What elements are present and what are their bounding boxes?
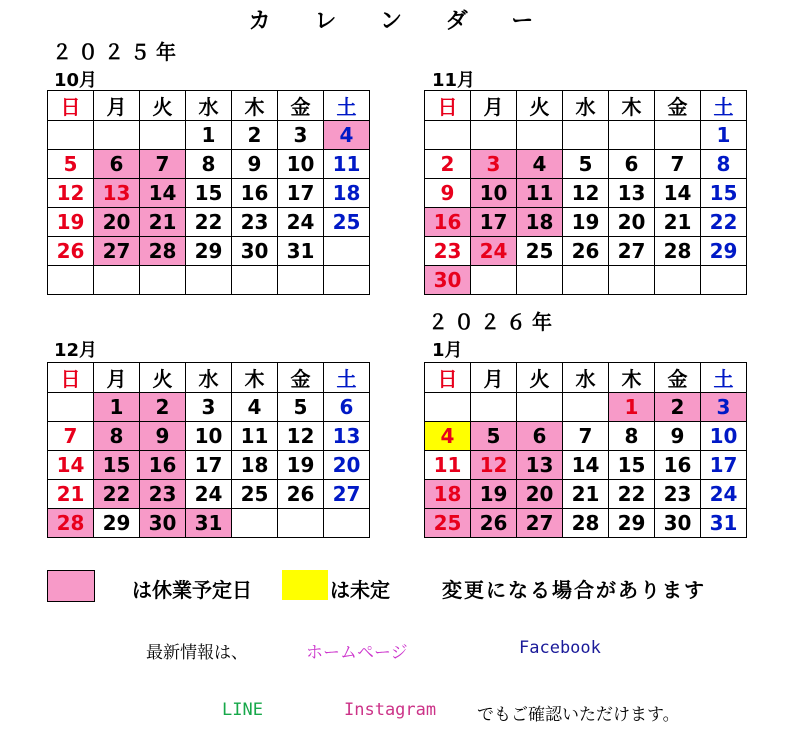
day-cell: 3 — [278, 121, 324, 150]
day-cell: 14 — [140, 179, 186, 208]
facebook-link[interactable]: Facebook — [519, 638, 601, 658]
day-cell: 30 — [232, 237, 278, 266]
day-cell: 26 — [471, 509, 517, 538]
day-cell: 23 — [140, 480, 186, 509]
day-cell: 15 — [609, 451, 655, 480]
week-row — [48, 179, 370, 208]
day-cell: 5 — [278, 393, 324, 422]
day-cell: 8 — [609, 422, 655, 451]
day-cell: 22 — [609, 480, 655, 509]
day-cell: 8 — [701, 150, 747, 179]
day-cell: 7 — [140, 150, 186, 179]
day-cell: 27 — [517, 509, 563, 538]
day-cell: 14 — [655, 179, 701, 208]
day-cell: 28 — [563, 509, 609, 538]
day-cell: 6 — [94, 150, 140, 179]
day-cell: 26 — [278, 480, 324, 509]
day-cell: 25 — [324, 208, 370, 237]
empty-day-cell — [278, 266, 324, 295]
day-cell: 31 — [278, 237, 324, 266]
empty-day-cell — [140, 266, 186, 295]
day-cell: 14 — [563, 451, 609, 480]
year-label-2025: ２０２５年 — [52, 40, 182, 64]
weekday-header: 月 — [471, 363, 517, 393]
calendar-november — [424, 90, 747, 295]
weekday-header: 土 — [324, 363, 370, 393]
day-cell: 1 — [94, 393, 140, 422]
weekday-header: 水 — [563, 91, 609, 121]
day-cell: 24 — [186, 480, 232, 509]
day-cell: 30 — [425, 266, 471, 295]
day-cell: 13 — [517, 451, 563, 480]
empty-day-cell — [517, 393, 563, 422]
day-cell: 18 — [324, 179, 370, 208]
week-row — [425, 509, 747, 538]
month-label-dec: 12月 — [54, 340, 98, 361]
day-cell: 1 — [609, 393, 655, 422]
day-cell: 22 — [94, 480, 140, 509]
day-cell: 6 — [324, 393, 370, 422]
week-row — [425, 121, 747, 150]
day-cell: 12 — [471, 451, 517, 480]
homepage-link[interactable]: ホームページ — [306, 643, 408, 663]
day-cell: 16 — [655, 451, 701, 480]
page-title: カ レ ン ダ ー — [248, 9, 552, 34]
day-cell: 7 — [48, 422, 94, 451]
empty-day-cell — [425, 393, 471, 422]
weekday-header: 金 — [655, 363, 701, 393]
calendar-january — [424, 362, 747, 538]
day-cell: 5 — [563, 150, 609, 179]
instagram-link[interactable]: Instagram — [344, 700, 437, 720]
weekday-header: 水 — [563, 363, 609, 393]
day-cell: 7 — [563, 422, 609, 451]
week-row — [48, 266, 370, 295]
week-row — [48, 509, 370, 538]
legend-holiday-text: は休業予定日 — [132, 578, 252, 602]
day-cell: 8 — [186, 150, 232, 179]
weekday-header: 土 — [701, 91, 747, 121]
day-cell: 23 — [655, 480, 701, 509]
day-cell: 13 — [94, 179, 140, 208]
legend-change-notice: 変更になる場合があります — [442, 578, 706, 602]
legend-undecided-swatch — [282, 570, 328, 600]
day-cell: 31 — [701, 509, 747, 538]
day-cell: 23 — [232, 208, 278, 237]
week-row — [425, 208, 747, 237]
day-cell: 21 — [655, 208, 701, 237]
week-row — [48, 121, 370, 150]
day-cell: 22 — [186, 208, 232, 237]
weekday-header: 土 — [324, 91, 370, 121]
day-cell: 17 — [471, 208, 517, 237]
empty-day-cell — [471, 121, 517, 150]
day-cell: 18 — [517, 208, 563, 237]
day-cell: 8 — [94, 422, 140, 451]
day-cell: 15 — [701, 179, 747, 208]
day-cell: 25 — [517, 237, 563, 266]
weekday-header-row — [48, 363, 370, 393]
weekday-header-row — [425, 363, 747, 393]
year-label-2026: ２０２６年 — [428, 310, 558, 334]
day-cell: 30 — [140, 509, 186, 538]
legend-undecided-text: は未定 — [330, 578, 390, 602]
day-cell: 28 — [655, 237, 701, 266]
day-cell: 3 — [701, 393, 747, 422]
day-cell: 17 — [186, 451, 232, 480]
day-cell: 27 — [609, 237, 655, 266]
day-cell: 12 — [278, 422, 324, 451]
empty-day-cell — [232, 266, 278, 295]
weekday-header: 月 — [94, 91, 140, 121]
weekday-header: 土 — [701, 363, 747, 393]
calendar-october — [47, 90, 370, 295]
day-cell: 24 — [701, 480, 747, 509]
info-latest: 最新情報は、 — [146, 643, 248, 663]
day-cell: 1 — [701, 121, 747, 150]
weekday-header: 日 — [48, 363, 94, 393]
empty-day-cell — [471, 393, 517, 422]
empty-day-cell — [563, 266, 609, 295]
weekday-header: 月 — [471, 91, 517, 121]
empty-day-cell — [655, 266, 701, 295]
week-row — [425, 150, 747, 179]
day-cell: 27 — [324, 480, 370, 509]
day-cell: 20 — [324, 451, 370, 480]
day-cell: 18 — [232, 451, 278, 480]
week-row — [48, 422, 370, 451]
day-cell: 16 — [140, 451, 186, 480]
weekday-header-row — [48, 91, 370, 121]
empty-day-cell — [471, 266, 517, 295]
day-cell: 13 — [324, 422, 370, 451]
day-cell: 10 — [186, 422, 232, 451]
day-cell: 13 — [609, 179, 655, 208]
day-cell: 11 — [517, 179, 563, 208]
empty-day-cell — [517, 266, 563, 295]
day-cell: 4 — [324, 121, 370, 150]
day-cell: 25 — [232, 480, 278, 509]
day-cell: 29 — [609, 509, 655, 538]
weekday-header: 金 — [655, 91, 701, 121]
month-label-nov: 11月 — [432, 70, 476, 91]
weekday-header: 火 — [140, 91, 186, 121]
empty-day-cell — [609, 121, 655, 150]
empty-day-cell — [94, 121, 140, 150]
day-cell: 3 — [471, 150, 517, 179]
weekday-header: 月 — [94, 363, 140, 393]
week-row — [425, 480, 747, 509]
week-row — [425, 237, 747, 266]
empty-day-cell — [324, 509, 370, 538]
day-cell: 4 — [517, 150, 563, 179]
day-cell: 10 — [278, 150, 324, 179]
day-cell: 10 — [471, 179, 517, 208]
day-cell: 28 — [48, 509, 94, 538]
day-cell: 2 — [655, 393, 701, 422]
day-cell: 18 — [425, 480, 471, 509]
empty-day-cell — [324, 266, 370, 295]
weekday-header: 木 — [609, 363, 655, 393]
day-cell: 16 — [232, 179, 278, 208]
day-cell: 28 — [140, 237, 186, 266]
week-row — [425, 451, 747, 480]
week-row — [48, 480, 370, 509]
weekday-header: 木 — [232, 91, 278, 121]
day-cell: 12 — [563, 179, 609, 208]
day-cell: 14 — [48, 451, 94, 480]
empty-day-cell — [655, 121, 701, 150]
day-cell: 19 — [278, 451, 324, 480]
empty-day-cell — [563, 393, 609, 422]
day-cell: 21 — [48, 480, 94, 509]
weekday-header: 日 — [425, 363, 471, 393]
line-link[interactable]: LINE — [222, 700, 263, 720]
day-cell: 5 — [48, 150, 94, 179]
day-cell: 20 — [609, 208, 655, 237]
calendar-december — [47, 362, 370, 538]
week-row — [425, 179, 747, 208]
day-cell: 6 — [609, 150, 655, 179]
day-cell: 9 — [140, 422, 186, 451]
week-row — [48, 150, 370, 179]
day-cell: 22 — [701, 208, 747, 237]
day-cell: 19 — [471, 480, 517, 509]
day-cell: 27 — [94, 237, 140, 266]
day-cell: 21 — [140, 208, 186, 237]
day-cell: 1 — [186, 121, 232, 150]
week-row — [48, 237, 370, 266]
empty-day-cell — [48, 121, 94, 150]
weekday-header: 木 — [609, 91, 655, 121]
day-cell: 17 — [701, 451, 747, 480]
day-cell: 31 — [186, 509, 232, 538]
day-cell: 19 — [563, 208, 609, 237]
weekday-header: 火 — [140, 363, 186, 393]
day-cell: 16 — [425, 208, 471, 237]
empty-day-cell — [324, 237, 370, 266]
day-cell: 7 — [655, 150, 701, 179]
day-cell: 10 — [701, 422, 747, 451]
week-row — [48, 451, 370, 480]
empty-day-cell — [48, 266, 94, 295]
week-row — [425, 393, 747, 422]
weekday-header: 金 — [278, 363, 324, 393]
day-cell: 29 — [701, 237, 747, 266]
empty-day-cell — [278, 509, 324, 538]
day-cell: 26 — [563, 237, 609, 266]
day-cell: 24 — [278, 208, 324, 237]
day-cell: 15 — [94, 451, 140, 480]
empty-day-cell — [701, 266, 747, 295]
day-cell: 2 — [140, 393, 186, 422]
day-cell: 2 — [425, 150, 471, 179]
day-cell: 2 — [232, 121, 278, 150]
day-cell: 9 — [232, 150, 278, 179]
weekday-header: 火 — [517, 363, 563, 393]
day-cell: 17 — [278, 179, 324, 208]
day-cell: 9 — [655, 422, 701, 451]
weekday-header: 日 — [425, 91, 471, 121]
day-cell: 20 — [94, 208, 140, 237]
info-confirm: でもご確認いただけます。 — [477, 705, 680, 725]
week-row — [425, 266, 747, 295]
legend-holiday-swatch — [47, 570, 95, 602]
weekday-header: 日 — [48, 91, 94, 121]
day-cell: 6 — [517, 422, 563, 451]
empty-day-cell — [563, 121, 609, 150]
weekday-header: 木 — [232, 363, 278, 393]
day-cell: 9 — [425, 179, 471, 208]
day-cell: 21 — [563, 480, 609, 509]
day-cell: 11 — [425, 451, 471, 480]
day-cell: 4 — [232, 393, 278, 422]
weekday-header: 水 — [186, 363, 232, 393]
month-label-oct: 10月 — [54, 70, 98, 91]
weekday-header: 金 — [278, 91, 324, 121]
day-cell: 26 — [48, 237, 94, 266]
week-row — [425, 422, 747, 451]
empty-day-cell — [140, 121, 186, 150]
day-cell: 29 — [94, 509, 140, 538]
weekday-header: 水 — [186, 91, 232, 121]
day-cell: 15 — [186, 179, 232, 208]
day-cell: 30 — [655, 509, 701, 538]
empty-day-cell — [232, 509, 278, 538]
weekday-header-row — [425, 91, 747, 121]
empty-day-cell — [609, 266, 655, 295]
day-cell: 24 — [471, 237, 517, 266]
week-row — [48, 208, 370, 237]
empty-day-cell — [425, 121, 471, 150]
month-label-jan: 1月 — [432, 340, 463, 361]
empty-day-cell — [517, 121, 563, 150]
empty-day-cell — [94, 266, 140, 295]
day-cell: 19 — [48, 208, 94, 237]
weekday-header: 火 — [517, 91, 563, 121]
week-row — [48, 393, 370, 422]
day-cell: 20 — [517, 480, 563, 509]
day-cell: 12 — [48, 179, 94, 208]
empty-day-cell — [48, 393, 94, 422]
day-cell: 25 — [425, 509, 471, 538]
day-cell: 4 — [425, 422, 471, 451]
day-cell: 5 — [471, 422, 517, 451]
day-cell: 29 — [186, 237, 232, 266]
empty-day-cell — [186, 266, 232, 295]
day-cell: 11 — [324, 150, 370, 179]
day-cell: 23 — [425, 237, 471, 266]
day-cell: 11 — [232, 422, 278, 451]
day-cell: 3 — [186, 393, 232, 422]
